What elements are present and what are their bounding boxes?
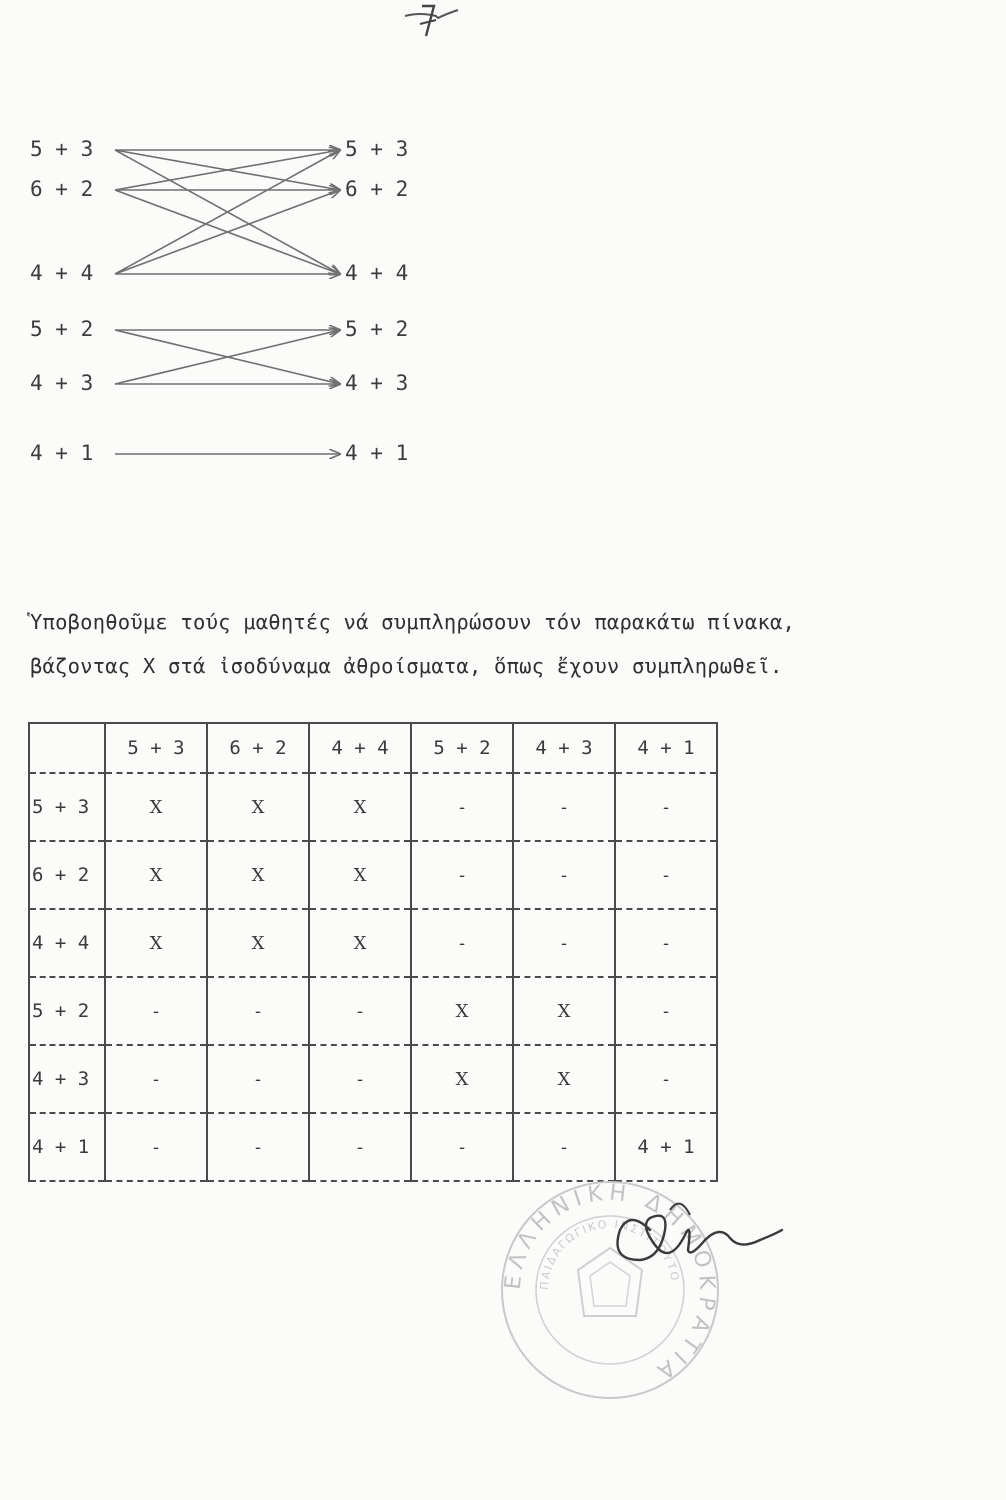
- page-number: [400, 0, 480, 44]
- table-cell: -: [513, 841, 615, 909]
- table-cell: -: [207, 1045, 309, 1113]
- table-cell: X: [309, 909, 411, 977]
- table-cell: -: [309, 977, 411, 1045]
- table-cell: -: [411, 841, 513, 909]
- table-row: [29, 909, 717, 977]
- row-header: 4 + 4: [29, 909, 105, 977]
- svg-text:7: 7: [440, 20, 441, 21]
- table-cell: -: [105, 1113, 207, 1181]
- right-sum-label: 4 + 3: [345, 371, 409, 395]
- table-cell: -: [411, 773, 513, 841]
- table-cell: -: [309, 1113, 411, 1181]
- table-cell: -: [615, 977, 717, 1045]
- table-cell: X: [207, 841, 309, 909]
- left-sum-label: 6 + 2: [30, 177, 94, 201]
- table-row: [29, 1045, 717, 1113]
- table-cell: X: [309, 841, 411, 909]
- table-cell: -: [309, 1045, 411, 1113]
- table-cell: -: [615, 773, 717, 841]
- right-sum-label: 4 + 1: [345, 441, 409, 465]
- instructions-line-2: βάζοντας Χ στά ἰσοδύναμα ἀθροίσματα, ὅπως ἔχουν συμπληρωθεῖ.: [30, 654, 783, 678]
- table-cell: -: [207, 1113, 309, 1181]
- column-header: 4 + 4: [309, 723, 411, 773]
- left-sum-label: 5 + 3: [30, 137, 94, 161]
- table-cell: -: [513, 1113, 615, 1181]
- table-cell: -: [411, 909, 513, 977]
- table-cell: 4 + 1: [615, 1113, 717, 1181]
- table-header-row: [29, 723, 717, 773]
- column-header: 6 + 2: [207, 723, 309, 773]
- row-header: 5 + 2: [29, 977, 105, 1045]
- left-sum-label: 5 + 2: [30, 317, 94, 341]
- table-cell: -: [105, 977, 207, 1045]
- right-sum-label: 6 + 2: [345, 177, 409, 201]
- left-sum-label: 4 + 1: [30, 441, 94, 465]
- row-header: 6 + 2: [29, 841, 105, 909]
- column-header: 5 + 2: [411, 723, 513, 773]
- table-row: [29, 773, 717, 841]
- table-cell: X: [207, 773, 309, 841]
- left-sum-label: 4 + 4: [30, 261, 94, 285]
- row-header: 4 + 1: [29, 1113, 105, 1181]
- table-row: [29, 977, 717, 1045]
- instructions-text: [30, 600, 970, 688]
- table-cell: -: [513, 773, 615, 841]
- table-cell: X: [513, 1045, 615, 1113]
- matching-diagram: [0, 120, 460, 480]
- table-row: [29, 841, 717, 909]
- table-cell: -: [615, 1045, 717, 1113]
- table-cell: X: [411, 977, 513, 1045]
- table-cell: X: [411, 1045, 513, 1113]
- instructions-line-1: Ὑποβοηθοῦμε τούς μαθητές νά συμπληρώσουν τόν παρακάτω πίνακα,: [30, 610, 796, 634]
- table-cell: -: [105, 1045, 207, 1113]
- column-header: 4 + 1: [615, 723, 717, 773]
- equivalence-table: [28, 722, 720, 1194]
- signature: [610, 1190, 790, 1280]
- table-cell: -: [513, 909, 615, 977]
- table-cell: X: [309, 773, 411, 841]
- table-cell: X: [105, 841, 207, 909]
- right-sum-label: 5 + 3: [345, 137, 409, 161]
- row-header: 4 + 3: [29, 1045, 105, 1113]
- table-cell: -: [411, 1113, 513, 1181]
- table-cell: -: [615, 841, 717, 909]
- table-cell: -: [207, 977, 309, 1045]
- column-header: 4 + 3: [513, 723, 615, 773]
- table-cell: -: [615, 909, 717, 977]
- stamp-outer-text: ΕΛΛΗΝΙΚΗ ΔΗΜΟΚΡΑΤΙΑ: [500, 1180, 720, 1387]
- table-cell: X: [105, 909, 207, 977]
- column-header: 5 + 3: [105, 723, 207, 773]
- table-cell: X: [207, 909, 309, 977]
- right-sum-label: 5 + 2: [345, 317, 409, 341]
- table-cell: X: [513, 977, 615, 1045]
- table-corner-cell: [29, 723, 105, 773]
- table-cell: X: [105, 773, 207, 841]
- left-sum-label: 4 + 3: [30, 371, 94, 395]
- row-header: 5 + 3: [29, 773, 105, 841]
- stamp-inner-text: ΠΑΙΔΑΓΩΓΙΚΟ ΙΝΣΤΙΤΟΥΤΟ: [537, 1217, 682, 1291]
- right-sum-label: 4 + 4: [345, 261, 409, 285]
